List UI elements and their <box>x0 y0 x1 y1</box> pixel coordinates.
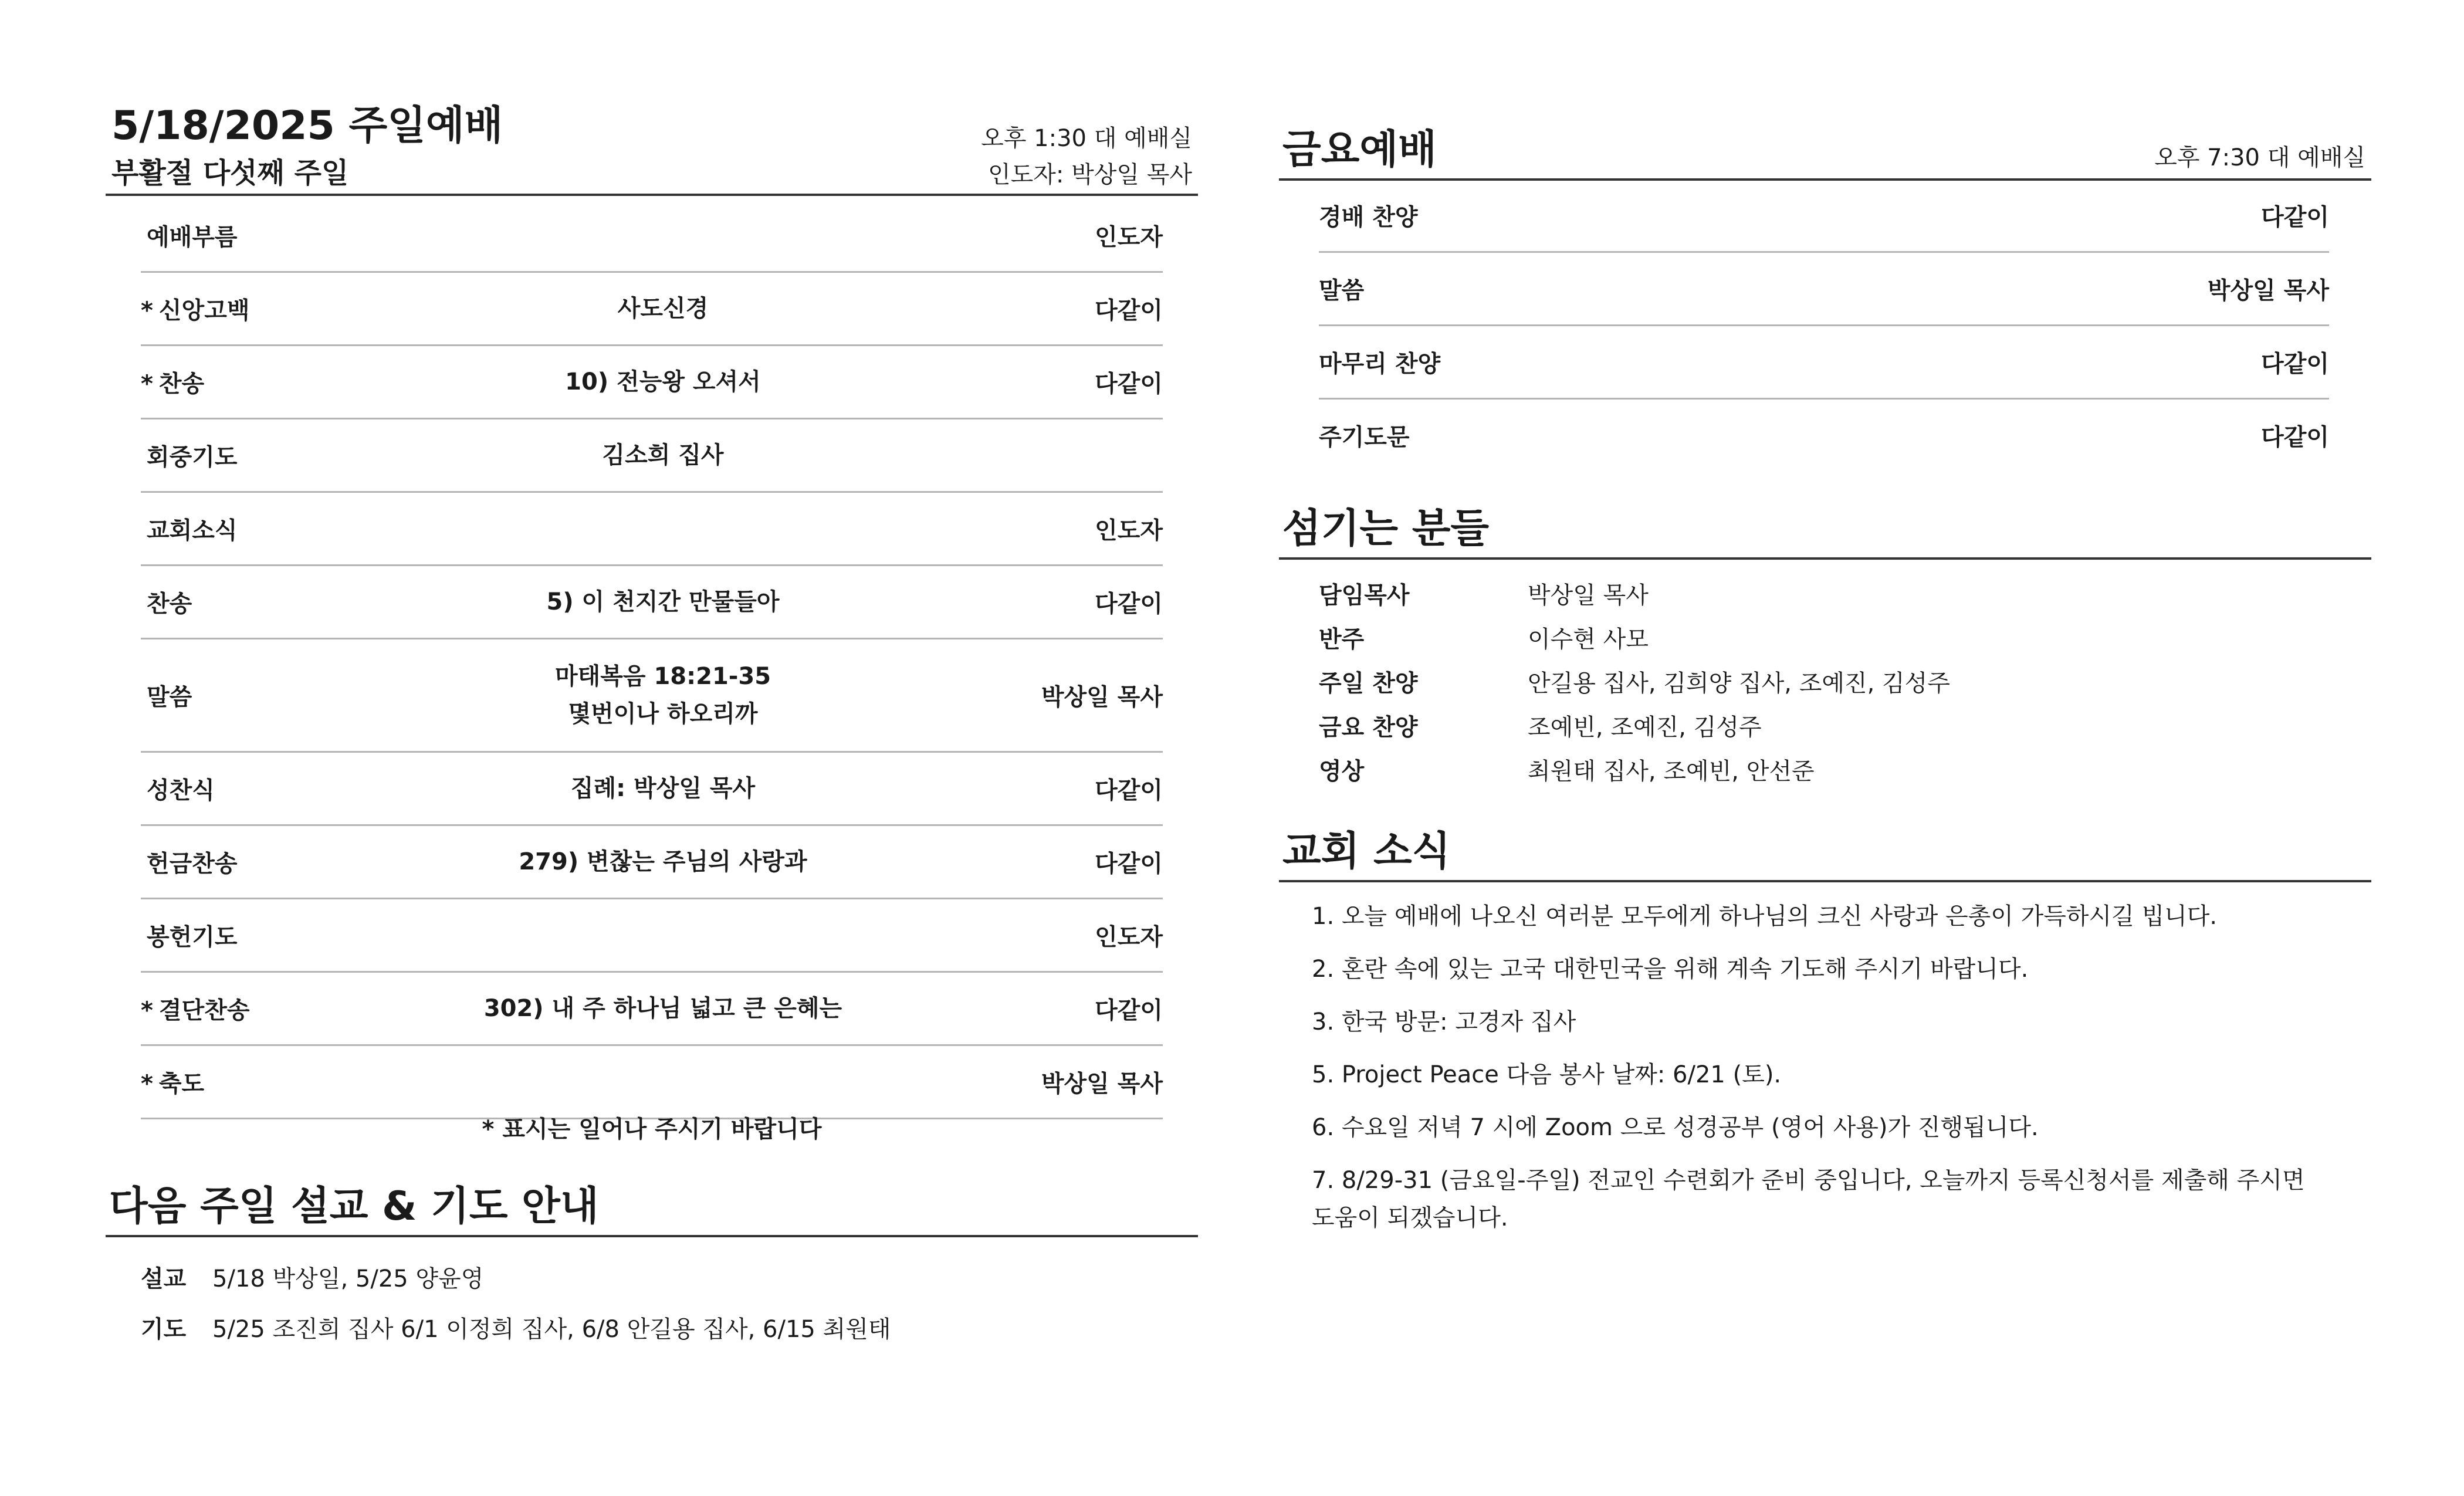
sermon-label: 설교 <box>141 1265 187 1292</box>
news-item: 3. 한국 방문: 고경자 집사 <box>1312 1008 1576 1035</box>
order-row <box>141 1046 1163 1119</box>
sermon-title: 몇번이나 하오리까 <box>568 700 758 727</box>
friday-row <box>1319 400 2329 471</box>
order-row <box>141 826 1163 899</box>
order-item-content: 집례: 박상일 목사 <box>570 775 756 802</box>
friday-row <box>1319 253 2329 326</box>
server-names: 안길용 집사, 김희양 집사, 조예진, 김성주 <box>1528 670 1950 697</box>
news-list <box>1312 898 2321 1252</box>
friday-item-name: 말씀 <box>1319 277 1365 304</box>
order-item-content <box>555 658 771 733</box>
friday-item-by: 박상일 목사 <box>2207 277 2329 304</box>
news-item: 2. 혼란 속에 있는 고국 대한민국을 위해 계속 기도해 주시기 바랍니다. <box>1312 956 2029 983</box>
order-item-by: 다같이 <box>1095 850 1163 878</box>
prayer-schedule: 5/25 조진희 집사 6/1 이정희 집사, 6/8 안길용 집사, 6/15 최원태 <box>212 1316 891 1343</box>
order-item-by: 박상일 목사 <box>1041 1070 1163 1098</box>
sermon-schedule: 5/18 박상일, 5/25 양윤영 <box>212 1265 484 1292</box>
order-item-name: * 찬송 <box>141 370 205 398</box>
next-week-title: 다음 주일 설교 & 기도 안내 <box>109 1183 599 1230</box>
order-item-by: 인도자 <box>1095 224 1163 251</box>
friday-row <box>1319 326 2329 400</box>
order-item-content: 10) 전능왕 오셔서 <box>565 368 761 395</box>
friday-title: 금요예배 <box>1282 127 1437 173</box>
order-row <box>141 346 1163 419</box>
news-item: 7. 8/29-31 (금요일-주일) 전교인 수련회가 준비 중입니다, 오늘까지 등록신청서를 제출해 주시면 도움이 되겠습니다. <box>1312 1167 2305 1231</box>
next-sermon <box>141 1260 483 1294</box>
sunday-meta <box>981 120 1192 193</box>
server-row <box>1319 662 1950 706</box>
news-item: 1. 오늘 예배에 나오신 여러분 모두에게 하나님의 크신 사랑과 은총이 가득하시길 빕니다. <box>1312 903 2218 930</box>
order-row <box>141 899 1163 973</box>
friday-time-place: 오후 7:30 대 예배실 <box>2154 144 2365 171</box>
sunday-leader: 인도자: 박상일 목사 <box>987 161 1192 188</box>
order-item-content: 사도신경 <box>617 295 709 322</box>
order-row <box>141 199 1163 273</box>
order-item-name: * 결단찬송 <box>141 997 250 1024</box>
next-prayer <box>141 1311 891 1344</box>
friday-item-by: 다같이 <box>2261 424 2329 451</box>
server-role: 반주 <box>1319 626 1365 653</box>
friday-header <box>1279 117 2371 181</box>
news-title: 교회 소식 <box>1282 828 1451 875</box>
order-item-by: 다같이 <box>1095 590 1163 618</box>
order-of-worship <box>141 199 1163 1119</box>
sunday-header <box>106 88 1198 196</box>
order-row <box>141 419 1163 493</box>
order-item-content: 279) 변찮는 주님의 사랑과 <box>519 848 807 875</box>
order-item-name: 봉헌기도 <box>147 923 238 951</box>
server-row <box>1319 574 1950 618</box>
friday-item-name: 경배 찬양 <box>1319 204 1418 231</box>
scripture: 마태복음 18:21-35 <box>554 663 771 690</box>
server-row <box>1319 750 1950 794</box>
order-row <box>141 493 1163 566</box>
order-item-name: 말씀 <box>147 683 192 711</box>
server-role: 금요 찬양 <box>1319 714 1418 741</box>
friday-item-name: 마무리 찬양 <box>1319 350 1441 378</box>
order-item-content: 302) 내 주 하나님 넓고 큰 은혜는 <box>483 995 842 1022</box>
order-item-name: 회중기도 <box>147 444 238 471</box>
server-row <box>1319 618 1950 662</box>
order-item-name: * 축도 <box>141 1070 205 1098</box>
order-item-name: 예배부름 <box>147 224 238 251</box>
order-item-by: 다같이 <box>1095 777 1163 804</box>
friday-row <box>1319 180 2329 253</box>
friday-item-by: 다같이 <box>2261 350 2329 378</box>
servers-title: 섬기는 분들 <box>1282 506 1490 552</box>
order-item-name: 성찬식 <box>147 777 215 804</box>
order-row <box>141 973 1163 1046</box>
server-names: 박상일 목사 <box>1528 582 1649 609</box>
servers-header <box>1279 493 2371 560</box>
friday-item-by: 다같이 <box>2261 204 2329 231</box>
order-item-by: 박상일 목사 <box>1041 683 1163 711</box>
order-row <box>141 273 1163 346</box>
order-row <box>141 566 1163 639</box>
order-item-by: 다같이 <box>1095 297 1163 324</box>
order-item-by: 인도자 <box>1095 923 1163 951</box>
server-names: 최원태 집사, 조예빈, 안선준 <box>1528 758 1815 785</box>
stand-note: * 표시는 일어나 주시기 바랍니다 <box>482 1116 822 1143</box>
friday-order <box>1319 180 2329 471</box>
news-item: 5. Project Peace 다음 봉사 날짜: 6/21 (토). <box>1312 1061 1782 1088</box>
order-item-by: 인도자 <box>1095 517 1163 544</box>
prayer-label: 기도 <box>141 1316 187 1343</box>
order-item-content: 김소희 집사 <box>602 442 724 469</box>
sunday-time-place: 오후 1:30 대 예배실 <box>981 125 1192 152</box>
order-row <box>141 639 1163 753</box>
order-item-name: 헌금찬송 <box>147 850 238 878</box>
sunday-title: 5/18/2025 주일예배 <box>111 103 503 149</box>
server-names: 조예빈, 조예진, 김성주 <box>1528 714 1762 741</box>
server-role: 주일 찬양 <box>1319 670 1418 697</box>
server-names: 이수현 사모 <box>1528 626 1649 653</box>
servers-list <box>1319 574 1950 794</box>
next-week-header <box>106 1162 1198 1237</box>
order-item-by: 다같이 <box>1095 997 1163 1024</box>
news-header <box>1279 815 2371 882</box>
order-item-content: 5) 이 천지간 만물들아 <box>546 588 780 615</box>
sunday-subtitle: 부활절 다섯째 주일 <box>111 157 349 189</box>
server-role: 담임목사 <box>1319 582 1410 609</box>
order-item-name: 교회소식 <box>147 517 238 544</box>
server-role: 영상 <box>1319 758 1365 785</box>
news-item: 6. 수요일 저녁 7 시에 Zoom 으로 성경공부 (영어 사용)가 진행됩니다. <box>1312 1114 2039 1141</box>
server-row <box>1319 706 1950 750</box>
order-item-by: 다같이 <box>1095 370 1163 398</box>
friday-item-name: 주기도문 <box>1319 424 1410 451</box>
order-item-name: * 신앙고백 <box>141 297 250 324</box>
order-row <box>141 753 1163 826</box>
order-item-name: 찬송 <box>147 590 192 618</box>
